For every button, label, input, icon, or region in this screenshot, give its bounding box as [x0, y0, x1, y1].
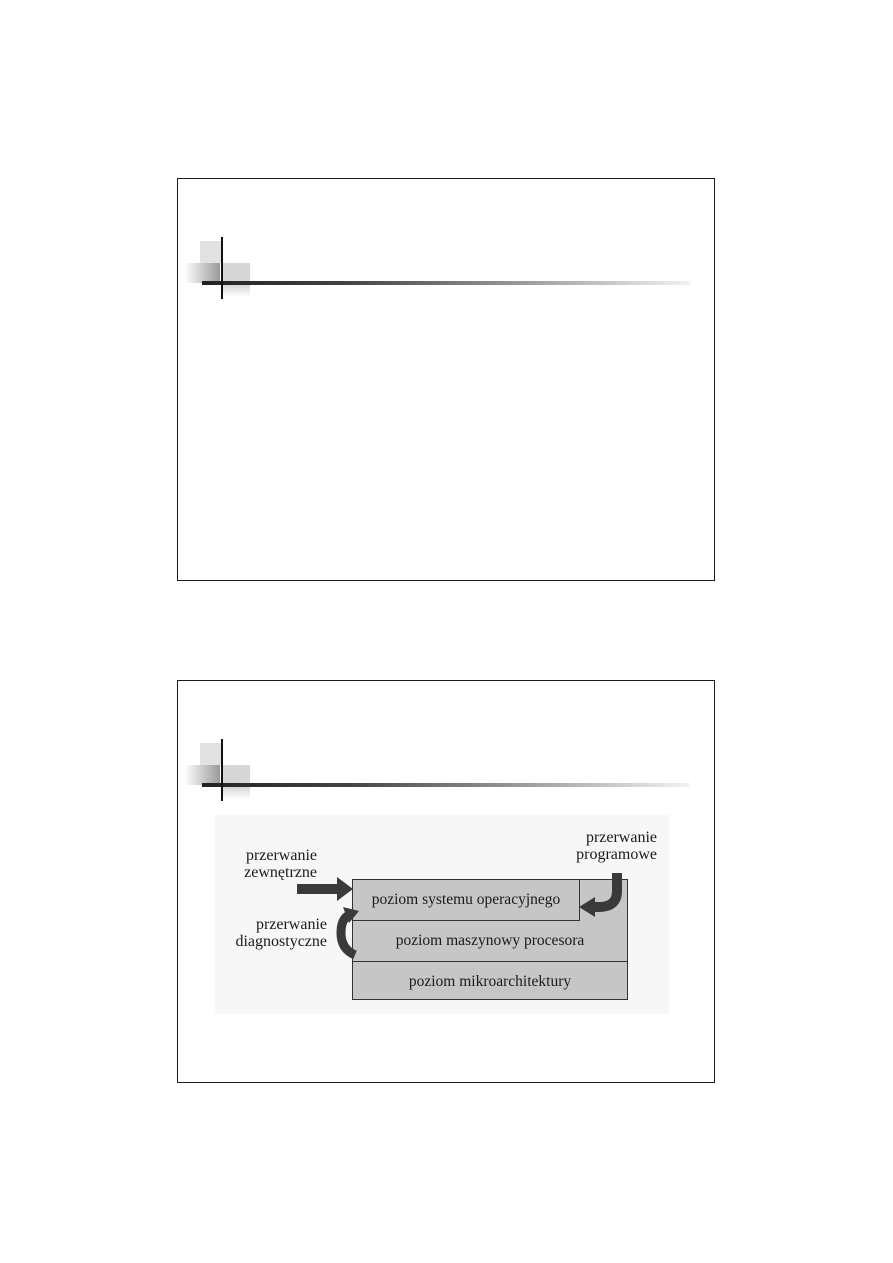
software-interrupt-line-1: przerwanie [585, 829, 657, 846]
decoration-square [222, 283, 250, 297]
title-underline [202, 281, 690, 285]
layer-machine-label: poziom maszynowy procesora [395, 932, 585, 949]
decoration-square [200, 241, 222, 263]
diagnostic-interrupt-label [223, 916, 327, 950]
title-decoration [178, 179, 716, 309]
external-interrupt-line-1: przerwanie [245, 847, 317, 864]
decoration-square [222, 263, 250, 283]
software-interrupt-arrow [579, 873, 617, 917]
software-interrupt-line-2: programowe [576, 846, 657, 863]
title-vertical-line [221, 237, 223, 299]
software-interrupt-label [553, 829, 657, 863]
decoration-square [200, 743, 222, 765]
diagnostic-interrupt-line-2: diagnostyczne [235, 933, 327, 950]
layer-operating-system-label: poziom systemu operacyjnego [371, 891, 561, 908]
decoration-square [222, 785, 250, 799]
decoration-square [184, 263, 220, 283]
external-interrupt-line-2: zewnętrzne [244, 864, 317, 881]
title-underline [202, 783, 690, 787]
layer-microarchitecture-label: poziom mikroarchitektury [408, 972, 572, 990]
external-interrupt-label [233, 847, 317, 881]
title-decoration [178, 681, 716, 811]
decoration-square [222, 765, 250, 785]
diagnostic-interrupt-arrow [341, 907, 359, 955]
diagnostic-interrupt-line-1: przerwanie [255, 916, 327, 933]
interrupt-levels-diagram [215, 815, 669, 1014]
slide-2 [177, 680, 715, 1083]
slide-1 [177, 178, 715, 581]
title-vertical-line [221, 739, 223, 801]
decoration-square [184, 765, 220, 785]
